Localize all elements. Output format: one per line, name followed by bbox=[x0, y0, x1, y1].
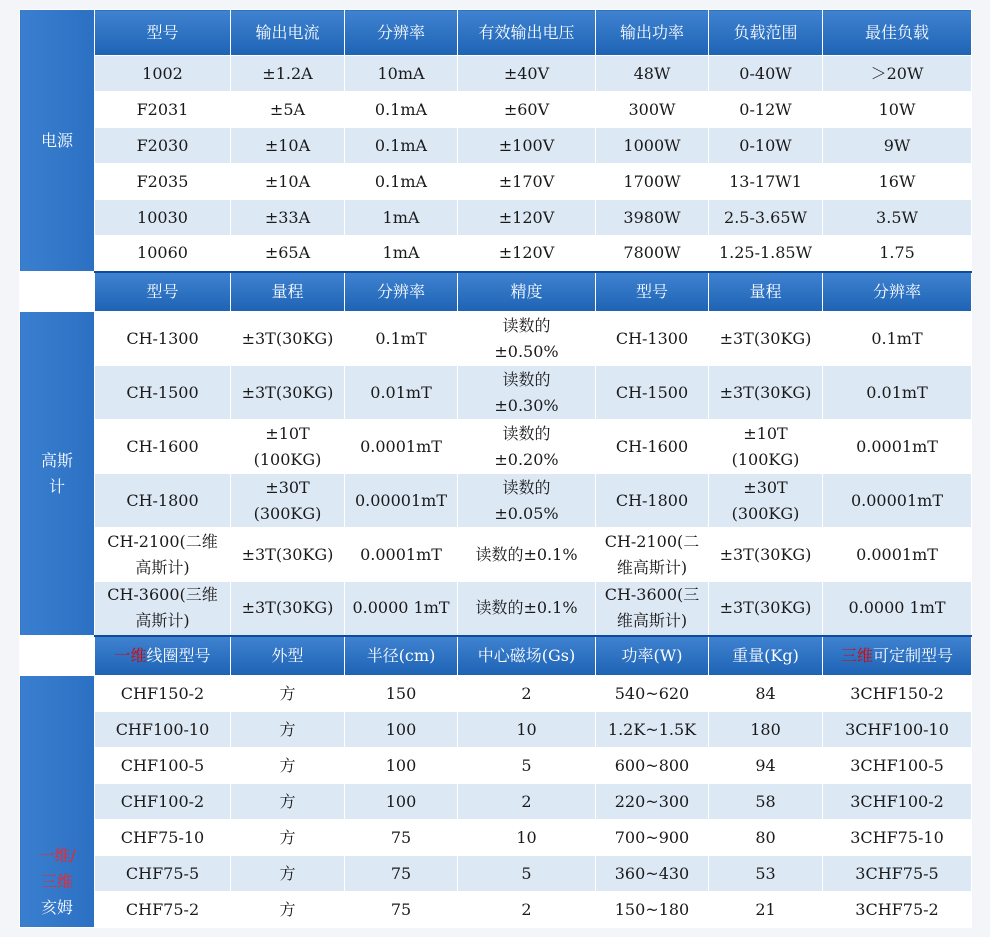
table-cell: 0.1mA bbox=[345, 164, 458, 200]
table-cell: 2 bbox=[458, 892, 596, 928]
table-cell: 1000W bbox=[596, 128, 709, 164]
table-cell: 220~300 bbox=[596, 784, 709, 820]
table-cell: ±3T(30KG) bbox=[709, 582, 823, 636]
table-cell: 360~430 bbox=[596, 856, 709, 892]
coil-header-cell: 外型 bbox=[231, 636, 345, 676]
table-cell: 21 bbox=[709, 892, 823, 928]
table-cell: 3CHF75-2 bbox=[823, 892, 972, 928]
table-cell: ±3T(30KG) bbox=[231, 582, 345, 636]
table-cell: ±5A bbox=[231, 92, 345, 128]
power-header-cell: 最佳负载 bbox=[823, 10, 972, 56]
table-cell: CH-1300 bbox=[596, 312, 709, 366]
table-cell: 方 bbox=[231, 856, 345, 892]
table-cell: CH-1800 bbox=[596, 474, 709, 528]
table-cell: ±3T(30KG) bbox=[709, 312, 823, 366]
gauss-row bbox=[20, 474, 972, 528]
table-cell: 94 bbox=[709, 748, 823, 784]
table-cell: 7800W bbox=[596, 236, 709, 272]
coil-side-label: 一维/ 三维 亥姆 bbox=[20, 676, 95, 928]
table-cell: 75 bbox=[345, 856, 458, 892]
table-cell: 13-17W1 bbox=[709, 164, 823, 200]
table-cell: 1700W bbox=[596, 164, 709, 200]
power-header-cell: 有效输出电压 bbox=[458, 10, 596, 56]
table-cell: 0.0001mT bbox=[823, 528, 972, 582]
table-cell: CH-3600(三维 高斯计) bbox=[95, 582, 231, 636]
table-cell: ±65A bbox=[231, 236, 345, 272]
table-cell: 100 bbox=[345, 748, 458, 784]
table-cell: 16W bbox=[823, 164, 972, 200]
table-cell: 0.0000 1mT bbox=[345, 582, 458, 636]
table-cell: 700~900 bbox=[596, 820, 709, 856]
table-cell: 0.01mT bbox=[823, 366, 972, 420]
table-cell: 0.1mA bbox=[345, 128, 458, 164]
table-cell: 0-10W bbox=[709, 128, 823, 164]
table-cell: 2 bbox=[458, 784, 596, 820]
table-cell: ＞20W bbox=[823, 56, 972, 92]
table-cell: 0-40W bbox=[709, 56, 823, 92]
coil-header-cell: 功率(W) bbox=[596, 636, 709, 676]
gauss-header-cell: 量程 bbox=[709, 272, 823, 312]
table-cell: 150~180 bbox=[596, 892, 709, 928]
power-row bbox=[20, 164, 972, 200]
table-cell: 3CHF75-10 bbox=[823, 820, 972, 856]
power-row bbox=[20, 56, 972, 92]
table-cell: CH-1500 bbox=[596, 366, 709, 420]
table-cell: ±120V bbox=[458, 200, 596, 236]
table-cell: 0.01mT bbox=[345, 366, 458, 420]
table-cell: 3CHF100-2 bbox=[823, 784, 972, 820]
power-header-cell: 型号 bbox=[95, 10, 231, 56]
table-cell: CHF75-10 bbox=[95, 820, 231, 856]
table-cell: CHF150-2 bbox=[95, 676, 231, 712]
table-cell: 方 bbox=[231, 892, 345, 928]
coil-row bbox=[20, 712, 972, 748]
table-cell: 100 bbox=[345, 784, 458, 820]
gauss-header-cell: 精度 bbox=[458, 272, 596, 312]
gauss-header-cell: 分辨率 bbox=[345, 272, 458, 312]
table-cell: ±100V bbox=[458, 128, 596, 164]
table-cell: ±33A bbox=[231, 200, 345, 236]
table-cell: 读数的 ±0.20% bbox=[458, 420, 596, 474]
power-row bbox=[20, 92, 972, 128]
coil-header-cell: 中心磁场(Gs) bbox=[458, 636, 596, 676]
gauss-row bbox=[20, 366, 972, 420]
table-cell: 0.00001mT bbox=[823, 474, 972, 528]
table-cell: ±30T (300KG) bbox=[231, 474, 345, 528]
coil-row bbox=[20, 748, 972, 784]
table-cell: 2.5-3.65W bbox=[709, 200, 823, 236]
table-cell: 0.1mT bbox=[345, 312, 458, 366]
table-cell: 10 bbox=[458, 712, 596, 748]
table-cell: 3CHF100-5 bbox=[823, 748, 972, 784]
table-cell: ±3T(30KG) bbox=[231, 312, 345, 366]
table-cell: ±10T (100KG) bbox=[709, 420, 823, 474]
gauss-header-cell: 分辨率 bbox=[823, 272, 972, 312]
table-cell: 3CHF100-10 bbox=[823, 712, 972, 748]
coil-header-cell bbox=[95, 636, 231, 676]
table-cell: 读数的±0.1% bbox=[458, 582, 596, 636]
table-cell: 读数的 ±0.30% bbox=[458, 366, 596, 420]
power-header-cell: 输出功率 bbox=[596, 10, 709, 56]
power-header-cell: 分辨率 bbox=[345, 10, 458, 56]
coil-row bbox=[20, 676, 972, 712]
table-cell: 48W bbox=[596, 56, 709, 92]
table-cell: 180 bbox=[709, 712, 823, 748]
power-row bbox=[20, 128, 972, 164]
table-cell: 1.75 bbox=[823, 236, 972, 272]
spec-table bbox=[19, 9, 972, 928]
table-cell: 0.0000 1mT bbox=[823, 582, 972, 636]
coil-header-row bbox=[20, 636, 972, 676]
table-cell: 75 bbox=[345, 892, 458, 928]
table-cell: 3.5W bbox=[823, 200, 972, 236]
table-cell: 0.0001mT bbox=[345, 420, 458, 474]
table-cell: ±3T(30KG) bbox=[231, 528, 345, 582]
table-cell: 3CHF75-5 bbox=[823, 856, 972, 892]
table-cell: 读数的 ±0.50% bbox=[458, 312, 596, 366]
table-cell: 300W bbox=[596, 92, 709, 128]
table-cell: ±3T(30KG) bbox=[709, 528, 823, 582]
gauss-row bbox=[20, 312, 972, 366]
table-cell: 0.0001mT bbox=[823, 420, 972, 474]
table-cell: 100 bbox=[345, 712, 458, 748]
table-cell: 53 bbox=[709, 856, 823, 892]
table-cell: 10 bbox=[458, 820, 596, 856]
coil-row bbox=[20, 856, 972, 892]
table-cell: 读数的±0.1% bbox=[458, 528, 596, 582]
table-cell: 10mA bbox=[345, 56, 458, 92]
table-cell: 1mA bbox=[345, 200, 458, 236]
table-cell: 方 bbox=[231, 748, 345, 784]
power-header-cell: 负载范围 bbox=[709, 10, 823, 56]
coil-row bbox=[20, 784, 972, 820]
table-cell: 方 bbox=[231, 784, 345, 820]
table-cell: CHF100-10 bbox=[95, 712, 231, 748]
coil-header-cell: 重量(Kg) bbox=[709, 636, 823, 676]
table-cell: ±10A bbox=[231, 128, 345, 164]
table-cell: 1.2K~1.5K bbox=[596, 712, 709, 748]
table-cell: 58 bbox=[709, 784, 823, 820]
table-cell: CH-1300 bbox=[95, 312, 231, 366]
table-cell: CHF75-5 bbox=[95, 856, 231, 892]
table-cell: ±3T(30KG) bbox=[231, 366, 345, 420]
table-cell: ±40V bbox=[458, 56, 596, 92]
table-cell: ±1.2A bbox=[231, 56, 345, 92]
table-cell: 0.00001mT bbox=[345, 474, 458, 528]
coil-header-text: 线圈型号 bbox=[146, 645, 211, 665]
table-cell: 5 bbox=[458, 748, 596, 784]
table-cell: 150 bbox=[345, 676, 458, 712]
table-cell: CHF100-2 bbox=[95, 784, 231, 820]
table-cell: 10W bbox=[823, 92, 972, 128]
power-row bbox=[20, 200, 972, 236]
gauss-header-row bbox=[20, 272, 972, 312]
power-side-label: 电源 bbox=[20, 10, 95, 272]
table-cell: CH-2100(二 维高斯计) bbox=[596, 528, 709, 582]
table-cell: CHF75-2 bbox=[95, 892, 231, 928]
table-cell: F2035 bbox=[95, 164, 231, 200]
coil-row bbox=[20, 820, 972, 856]
table-cell: 75 bbox=[345, 820, 458, 856]
coil-row bbox=[20, 892, 972, 928]
table-cell: CH-2100(二维 高斯计) bbox=[95, 528, 231, 582]
table-cell: F2030 bbox=[95, 128, 231, 164]
table-cell: ±170V bbox=[458, 164, 596, 200]
table-cell: ±10A bbox=[231, 164, 345, 200]
table-cell: 9W bbox=[823, 128, 972, 164]
gauss-row bbox=[20, 582, 972, 636]
table-cell: 0.0001mT bbox=[345, 528, 458, 582]
table-cell: 方 bbox=[231, 820, 345, 856]
table-cell: 1mA bbox=[345, 236, 458, 272]
gauss-header-cell: 型号 bbox=[596, 272, 709, 312]
table-cell: 1002 bbox=[95, 56, 231, 92]
table-cell: CH-1600 bbox=[596, 420, 709, 474]
gauss-side-label: 高斯计 bbox=[20, 312, 95, 636]
gauss-header-spacer bbox=[20, 272, 95, 312]
table-cell: 3980W bbox=[596, 200, 709, 236]
table-cell: 读数的 ±0.05% bbox=[458, 474, 596, 528]
table-cell: ±60V bbox=[458, 92, 596, 128]
coil-header-cell bbox=[823, 636, 972, 676]
coil-header-red-text: 一维 bbox=[114, 645, 147, 665]
table-cell: 2 bbox=[458, 676, 596, 712]
gauss-header-cell: 量程 bbox=[231, 272, 345, 312]
coil-header-red-text: 三维 bbox=[840, 645, 873, 665]
table-cell: CH-3600(三 维高斯计) bbox=[596, 582, 709, 636]
gauss-row bbox=[20, 420, 972, 474]
table-cell: 84 bbox=[709, 676, 823, 712]
table-cell: ±3T(30KG) bbox=[709, 366, 823, 420]
table-cell: 80 bbox=[709, 820, 823, 856]
coil-header-text: 可定制型号 bbox=[873, 645, 954, 665]
table-cell: 540~620 bbox=[596, 676, 709, 712]
power-row bbox=[20, 236, 972, 272]
table-cell: 方 bbox=[231, 676, 345, 712]
table-cell: ±120V bbox=[458, 236, 596, 272]
table-cell: 10030 bbox=[95, 200, 231, 236]
table-cell: 3CHF150-2 bbox=[823, 676, 972, 712]
gauss-row bbox=[20, 528, 972, 582]
power-header-row bbox=[20, 10, 972, 56]
table-cell: 0-12W bbox=[709, 92, 823, 128]
table-cell: ±30T (300KG) bbox=[709, 474, 823, 528]
table-cell: 0.1mA bbox=[345, 92, 458, 128]
table-cell: 10060 bbox=[95, 236, 231, 272]
gauss-header-cell: 型号 bbox=[95, 272, 231, 312]
table-cell: 方 bbox=[231, 712, 345, 748]
table-cell: 5 bbox=[458, 856, 596, 892]
table-cell: CH-1500 bbox=[95, 366, 231, 420]
table-cell: 1.25-1.85W bbox=[709, 236, 823, 272]
table-cell: CHF100-5 bbox=[95, 748, 231, 784]
table-cell: F2031 bbox=[95, 92, 231, 128]
table-cell: 0.1mT bbox=[823, 312, 972, 366]
table-cell: ±10T (100KG) bbox=[231, 420, 345, 474]
coil-header-cell: 半径(cm) bbox=[345, 636, 458, 676]
table-cell: CH-1600 bbox=[95, 420, 231, 474]
table-cell: CH-1800 bbox=[95, 474, 231, 528]
power-header-cell: 输出电流 bbox=[231, 10, 345, 56]
table-cell: 600~800 bbox=[596, 748, 709, 784]
coil-header-spacer bbox=[20, 636, 95, 676]
